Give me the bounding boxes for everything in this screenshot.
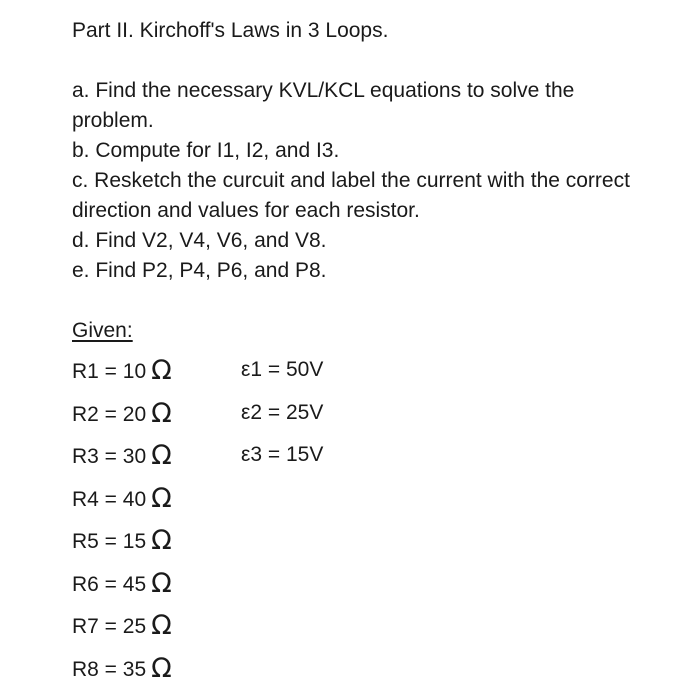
resistor-value: R1 = 10 — [72, 360, 147, 383]
resistor-value: R2 = 20 — [72, 402, 147, 426]
resistor-value: R5 = 15 — [72, 530, 147, 553]
emf-e1: ε1 = 50V — [241, 358, 324, 381]
ohm-icon: Ω — [151, 525, 172, 556]
resistor-r2 — [72, 395, 172, 438]
ohm-icon: Ω — [151, 610, 172, 641]
given-heading: Given: — [72, 319, 133, 342]
resistor-value: R7 = 25 — [72, 615, 147, 638]
ohm-icon: Ω — [151, 397, 172, 429]
emf-e2: ε2 = 25V — [241, 400, 324, 424]
task-list — [72, 76, 642, 286]
task-b: b. Compute for I1, I2, and I3. — [72, 139, 340, 162]
resistor-value: R8 = 35 — [72, 657, 147, 681]
task-d: d. Find V2, V4, V6, and V8. — [72, 229, 327, 252]
ohm-icon: Ω — [151, 482, 172, 514]
resistor-r1 — [72, 352, 172, 395]
resistor-value: R3 = 30 — [72, 445, 147, 468]
resistor-r6 — [72, 565, 172, 608]
resistor-value: R6 = 45 — [72, 572, 147, 596]
ohm-icon: Ω — [151, 440, 172, 471]
resistor-r3 — [72, 437, 172, 480]
resistor-r4 — [72, 480, 172, 523]
resistor-r5 — [72, 522, 172, 565]
ohm-icon: Ω — [151, 652, 172, 684]
ohm-icon: Ω — [151, 567, 172, 599]
emf-e3: ε3 = 15V — [241, 443, 324, 466]
ohm-icon: Ω — [151, 355, 172, 386]
document-title: Part II. Kirchoff's Laws in 3 Loops. — [72, 19, 389, 42]
task-c: c. Resketch the curcuit and label the current with the correct direction and values for each resistor. — [72, 169, 630, 222]
resistor-value: R4 = 40 — [72, 487, 147, 511]
emf-list — [241, 352, 323, 480]
resistor-r7 — [72, 607, 172, 650]
resistor-list — [72, 352, 172, 692]
task-e: e. Find P2, P4, P6, and P8. — [72, 259, 327, 282]
task-a: a. Find the necessary KVL/KCL equations to solve the problem. — [72, 79, 575, 132]
resistor-r8 — [72, 650, 172, 693]
